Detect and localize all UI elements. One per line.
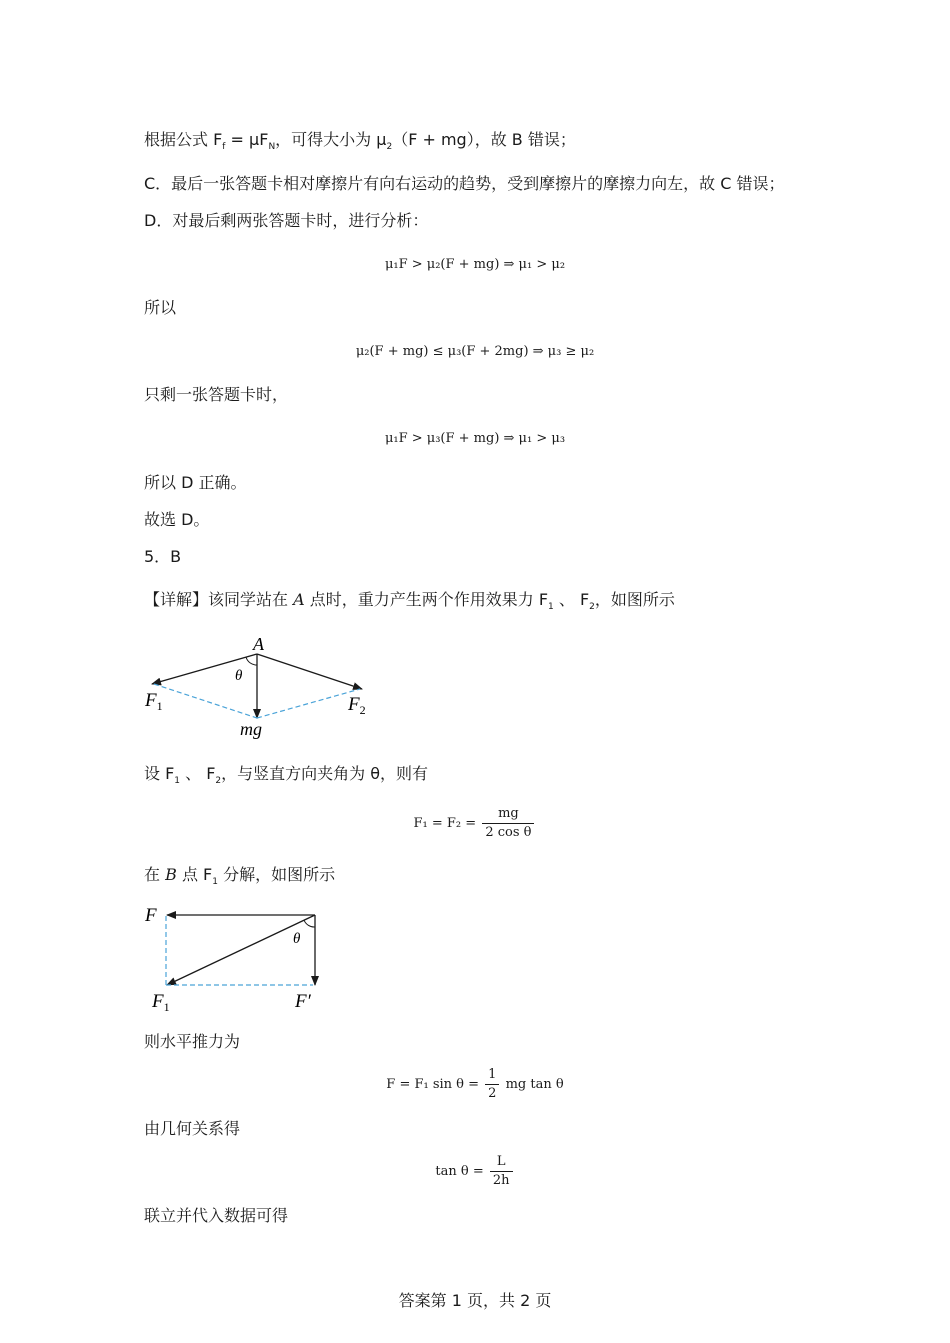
angle-arc bbox=[246, 657, 257, 665]
text-line-suoyi: 所以 bbox=[144, 298, 177, 317]
text-line-d: D．对最后剩两张答题卡时，进行分析： bbox=[144, 211, 429, 230]
text-line-set-angle bbox=[144, 763, 428, 792]
point-label: A bbox=[293, 590, 305, 609]
equation-part: tan θ = bbox=[435, 1164, 484, 1179]
label-theta: θ bbox=[235, 668, 243, 684]
text-line-formula-b bbox=[144, 129, 576, 158]
denominator: 2 bbox=[488, 1086, 497, 1101]
text-line-combine: 联立并代入数据可得 bbox=[144, 1206, 289, 1225]
label-theta: θ bbox=[293, 931, 301, 947]
equation-3: μ₁F > μ₃(F + mg) ⇒ μ₁ > μ₃ bbox=[384, 431, 566, 446]
text-line-answer-d: 故选 D。 bbox=[144, 510, 210, 529]
subscript: 1 bbox=[174, 776, 181, 787]
subscript: 1 bbox=[212, 877, 218, 888]
text-segment: = μF bbox=[225, 130, 269, 149]
text-segment: 设 F bbox=[144, 764, 175, 783]
subscript: f bbox=[222, 142, 226, 153]
text-line-c: C．最后一张答题卡相对摩擦片有向右运动的趋势，受到摩擦片的摩擦力向左，故 C 错误； bbox=[144, 174, 785, 193]
subscript: N bbox=[268, 142, 276, 153]
numerator: 1 bbox=[485, 1066, 499, 1085]
text-segment: 、 F bbox=[180, 764, 216, 783]
question-number: 5．B bbox=[144, 547, 182, 566]
text-segment: 在 bbox=[144, 865, 166, 884]
numerator: L bbox=[490, 1153, 513, 1172]
text-line-one-card: 只剩一张答题卡时， bbox=[144, 385, 289, 404]
equation-part: F = F₁ sin θ = bbox=[386, 1077, 480, 1092]
subscript: 2 bbox=[215, 776, 222, 787]
text-segment: 点时，重力产生两个作用效果力 F bbox=[304, 590, 549, 609]
text-segment: ，如图所示 bbox=[594, 590, 675, 609]
fraction bbox=[490, 1153, 513, 1190]
text-segment: ，可得大小为 μ bbox=[275, 130, 387, 149]
fraction bbox=[482, 805, 534, 842]
label-f2: $F_2$ bbox=[348, 694, 366, 717]
text-segment: ，与竖直方向夹角为 θ，则有 bbox=[221, 764, 429, 783]
label-f1: $F_1$ bbox=[152, 991, 170, 1014]
force-diagram-2 bbox=[140, 900, 340, 1018]
label-fprime: F′ bbox=[295, 991, 311, 1012]
text-line-geometry: 由几何关系得 bbox=[144, 1119, 241, 1138]
dashed-line bbox=[257, 689, 360, 718]
text-line-point-b bbox=[144, 864, 335, 893]
point-label: B bbox=[165, 865, 177, 884]
f1-vector bbox=[167, 915, 315, 985]
dashed-line bbox=[154, 684, 257, 718]
text-line-detail bbox=[144, 589, 675, 618]
page-footer: 答案第 1 页，共 2 页 bbox=[398, 1291, 552, 1310]
text-segment: 根据公式 F bbox=[144, 130, 223, 149]
subscript: 1 bbox=[548, 602, 554, 613]
equation-5 bbox=[0, 1066, 950, 1103]
equation-part: F₁ = F₂ = bbox=[413, 816, 477, 831]
label-f: F bbox=[145, 905, 157, 926]
equation-part: mg tan θ bbox=[505, 1077, 564, 1092]
equation-6 bbox=[0, 1153, 950, 1190]
label-mg: mg bbox=[240, 719, 262, 739]
text-segment: 、 F bbox=[553, 590, 590, 609]
label-f1: $F_1$ bbox=[145, 690, 163, 713]
label-a: A bbox=[253, 634, 264, 654]
equation-2: μ₂(F + mg) ≤ μ₃(F + 2mg) ⇒ μ₃ ≥ μ₂ bbox=[355, 344, 595, 359]
denominator: 2h bbox=[492, 1173, 510, 1188]
numerator: mg bbox=[482, 805, 534, 824]
angle-arc bbox=[304, 920, 315, 927]
force-diagram-1 bbox=[140, 632, 380, 744]
equation-1: μ₁F > μ₂(F + mg) ⇒ μ₁ > μ₂ bbox=[384, 257, 566, 272]
text-line-d-correct: 所以 D 正确。 bbox=[144, 473, 247, 492]
denominator: 2 cos θ bbox=[485, 825, 532, 840]
subscript: 2 bbox=[589, 602, 595, 613]
subscript: 2 bbox=[386, 142, 393, 153]
text-segment: （F + mg），故 B 错误； bbox=[392, 130, 576, 149]
fraction bbox=[485, 1066, 499, 1103]
text-segment: 【详解】该同学站在 bbox=[144, 590, 294, 609]
text-line-horizontal-force: 则水平推力为 bbox=[144, 1032, 241, 1051]
text-segment: 点 F bbox=[176, 865, 213, 884]
equation-4 bbox=[0, 805, 950, 842]
text-segment: 分解，如图所示 bbox=[217, 865, 336, 884]
f2-vector bbox=[257, 654, 362, 689]
